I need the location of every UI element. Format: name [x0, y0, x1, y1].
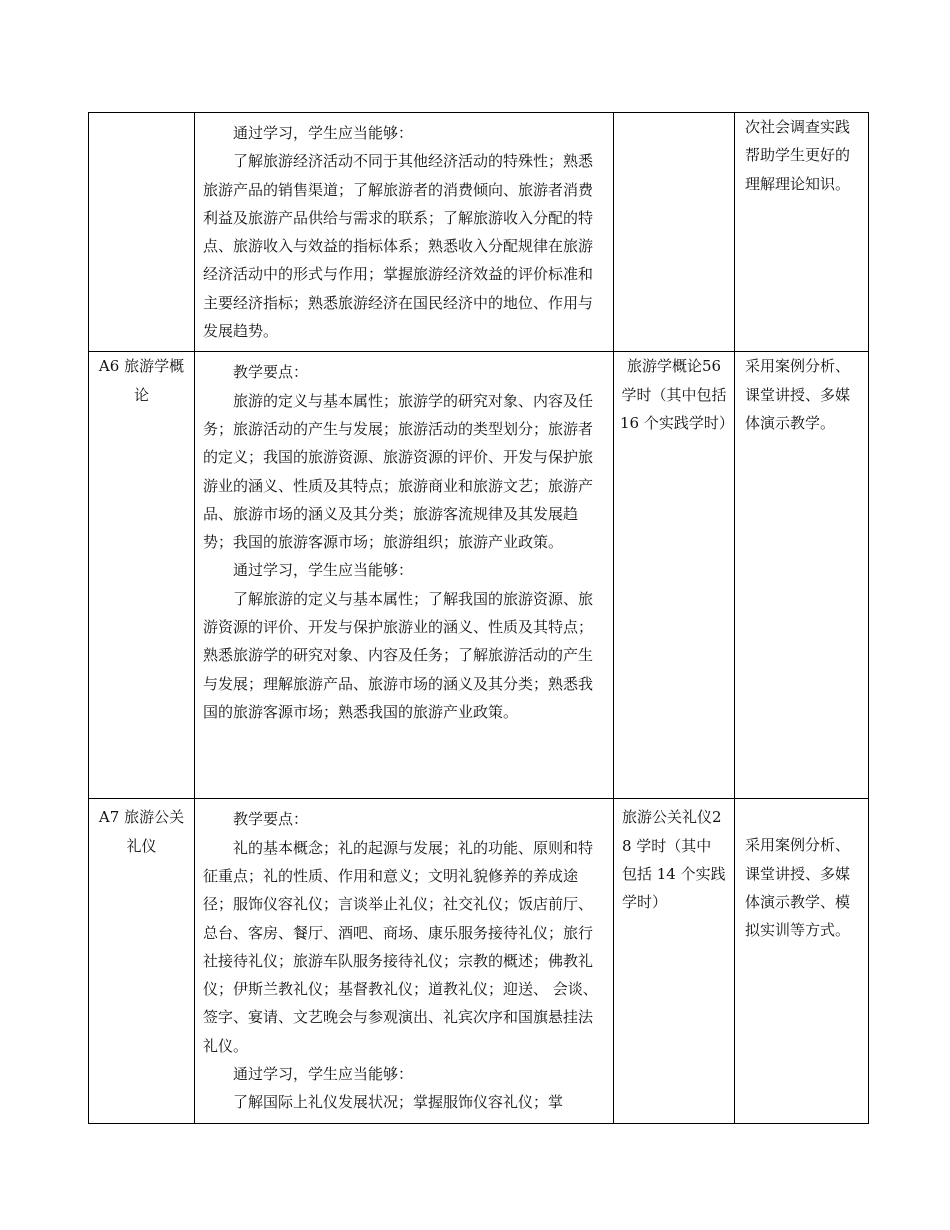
- teaching-method: 采用案例分析、课堂讲授、多媒体演示教学、模拟实训等方式。: [745, 836, 851, 940]
- teaching-method-cell: [735, 352, 869, 799]
- course-hours-cell: [614, 352, 735, 799]
- description-paragraph: 通过学习，学生应当能够：: [233, 1065, 414, 1084]
- course-hours-cell: [614, 799, 735, 1123]
- teaching-method-cell: [735, 113, 869, 352]
- course-description-cell: [195, 352, 614, 799]
- description-paragraph: 了解旅游经济活动不同于其他经济活动的特殊性；熟悉旅游产品的销售渠道；了解旅游者的消费倾向、旅游者消费利益及旅游产品供给与需求的联系；了解旅游收入分配的特点、旅游收入与效益的指标体系；熟悉收入分配规律在旅游经济活动中的形式与作用；掌握旅游经济效益的评价标准和主要经济指标；熟悉旅游经济在国民经济中的地位、作用与发展趋势。: [203, 152, 594, 341]
- table-row: [89, 799, 869, 1123]
- description-paragraph: 礼的基本概念；礼的起源与发展；礼的功能、原则和特征重点；礼的性质、作用和意义；文明礼貌修养的养成途径；服饰仪容礼仪；言谈举止礼仪；社交礼仪；饭店前厅、总台、客房、餐厅、酒吧、商场、康乐服务接待礼仪；旅行社接待礼仪；旅游车队服务接待礼仪；宗教的概述；佛教礼仪；伊斯兰教礼仪；基督教礼仪；道教礼仪；迎送、 会谈、 签字、宴请、文艺晚会与参观演出、礼宾次序和国旗悬挂法礼仪。: [203, 838, 598, 1055]
- description-paragraph: 通过学习，学生应当能够：: [233, 124, 414, 142]
- teaching-method: 次社会调查实践帮助学生更好的理解理论知识。: [745, 118, 851, 193]
- description-paragraph: 了解旅游的定义与基本属性；了解我国的旅游资源、旅游资源的评价、开发与保护旅游业的涵义、性质及其特点；熟悉旅游学的研究对象、内容及任务；了解旅游活动的产生与发展；理解旅游产品、旅游市场的涵义及其分类；熟悉我国的旅游客源市场；熟悉我国的旅游产业政策。: [203, 589, 594, 721]
- course-name-cell: [89, 113, 195, 352]
- description-paragraph: 了解国际上礼仪发展状况；掌握服饰仪容礼仪；掌: [233, 1093, 564, 1112]
- course-name: A6 旅游学概论: [98, 357, 185, 404]
- course-hours: 旅游学概论56 学时（其中包括 16 个实践学时）: [620, 357, 734, 432]
- teaching-method-cell: [735, 799, 869, 1123]
- course-hours: 旅游公关礼仪28 学时（其中包括 14 个实践学时）: [622, 808, 726, 912]
- course-name: A7 旅游公关礼仪: [98, 808, 185, 855]
- course-name-cell: [89, 352, 195, 799]
- course-table: [88, 112, 869, 1124]
- course-description-cell: [195, 113, 614, 352]
- course-description-cell: [195, 799, 614, 1123]
- table-row: [89, 352, 869, 799]
- course-hours-cell: [614, 113, 735, 352]
- table-row: [89, 113, 869, 352]
- description-paragraph: 教学要点：: [233, 363, 309, 382]
- teaching-method: 采用案例分析、课堂讲授、多媒体演示教学。: [745, 357, 851, 432]
- description-paragraph: 教学要点：: [233, 810, 309, 829]
- description-paragraph: 旅游的定义与基本属性；旅游学的研究对象、内容及任务；旅游活动的产生与发展；旅游活动的类型划分；旅游者的定义；我国的旅游资源、旅游资源的评价、开发与保护旅游业的涵义、性质及其特点；旅游商业和旅游文艺；旅游产品、旅游市场的涵义及其分类；旅游客流规律及其发展趋势；我国的旅游客源市场；旅游组织；旅游产业政策。: [203, 391, 594, 552]
- course-name-cell: [89, 799, 195, 1123]
- description-paragraph: 通过学习，学生应当能够：: [233, 561, 414, 580]
